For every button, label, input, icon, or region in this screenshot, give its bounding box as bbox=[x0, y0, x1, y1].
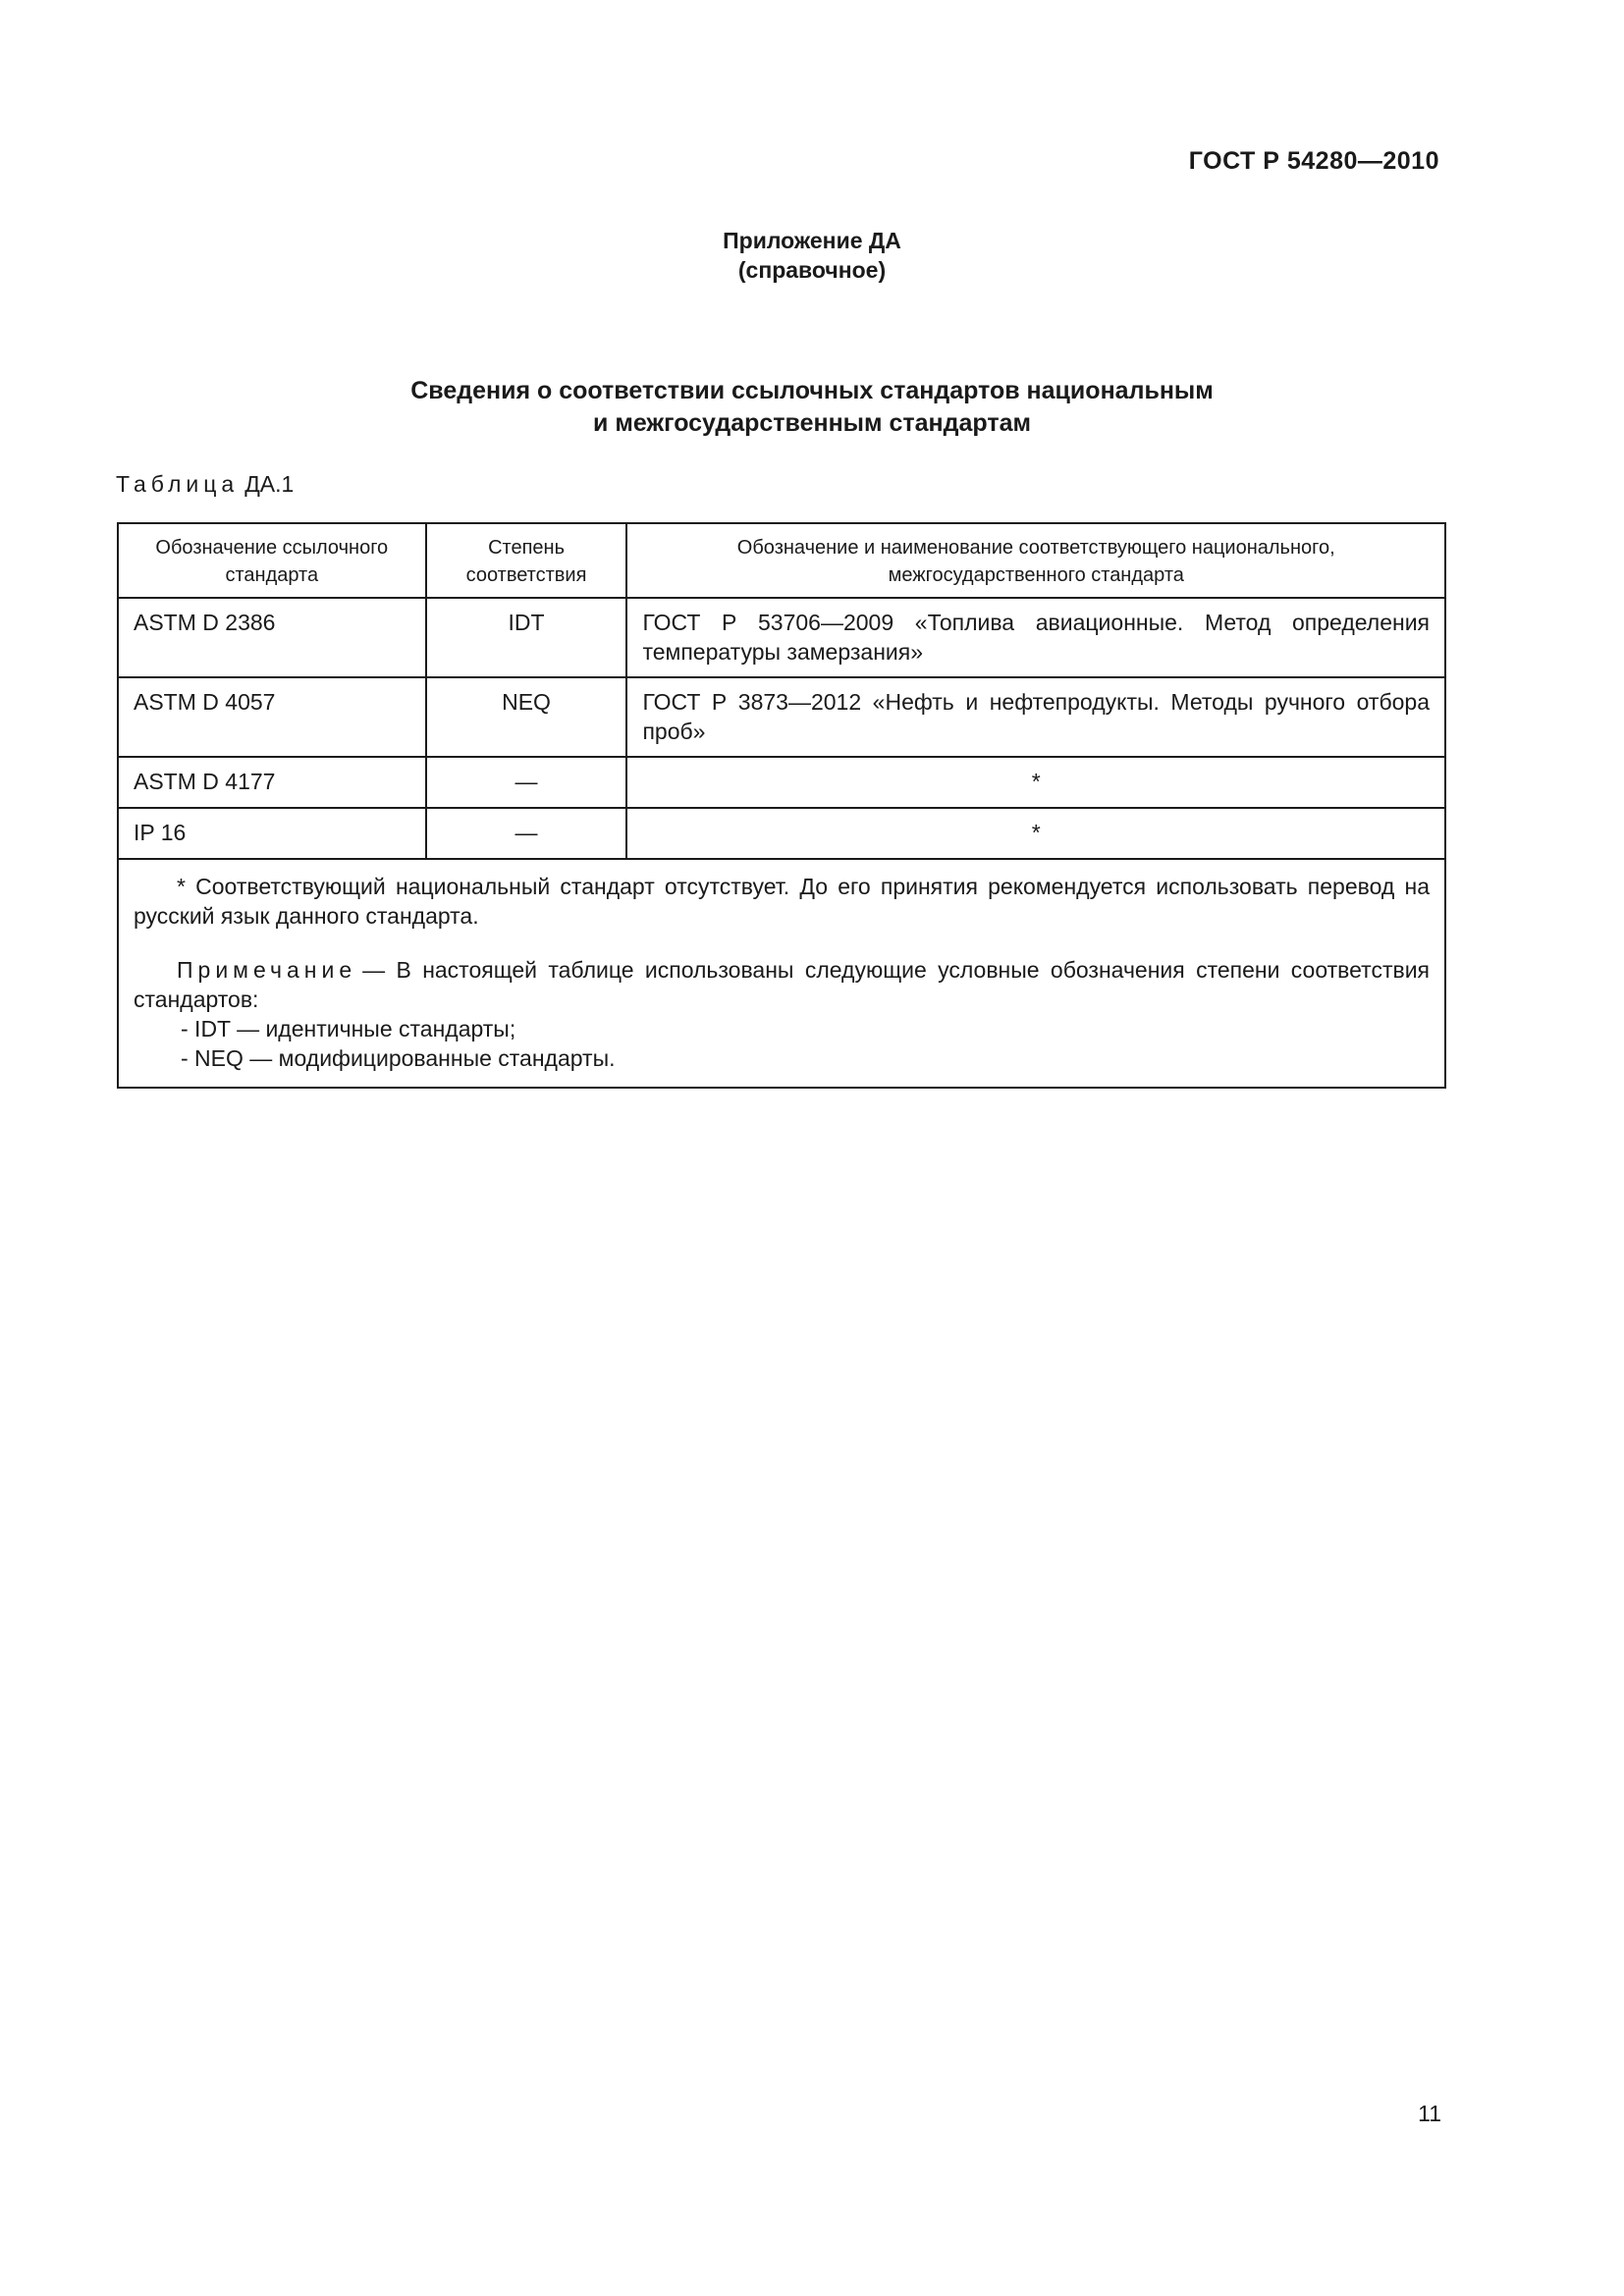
header-national-standard: Обозначение и наименование соответствующего национального, межгосударственного стандарта bbox=[626, 523, 1445, 598]
table-row bbox=[118, 808, 1445, 859]
cell-degree: NEQ bbox=[426, 677, 627, 757]
table-caption-word: Таблица bbox=[116, 471, 240, 497]
note-list-item: - IDT — идентичные стандарты; bbox=[181, 1016, 516, 1041]
table-row bbox=[118, 677, 1445, 757]
table-row bbox=[118, 598, 1445, 677]
section-title-line-1: Сведения о соответствии ссылочных стандартов национальным bbox=[410, 377, 1214, 404]
cell-degree: — bbox=[426, 757, 627, 808]
page-number: 11 bbox=[1418, 2101, 1441, 2126]
section-title bbox=[0, 375, 1624, 440]
table-notes-row bbox=[118, 859, 1445, 1088]
table-caption bbox=[116, 471, 294, 498]
table-row bbox=[118, 757, 1445, 808]
table-note bbox=[134, 955, 1430, 1014]
header-degree-of-conformity: Степень соответствия bbox=[426, 523, 627, 598]
note-label: Примечание bbox=[177, 957, 357, 983]
annex-subtitle: (справочное) bbox=[737, 257, 887, 283]
cell-reference-standard: IP 16 bbox=[118, 808, 426, 859]
cell-reference-standard: ASTM D 2386 bbox=[118, 598, 426, 677]
cell-national-standard: ГОСТ Р 3873—2012 «Нефть и нефтепродукты. Методы ручного отбора проб» bbox=[626, 677, 1445, 757]
document-code: ГОСТ Р 54280—2010 bbox=[1188, 147, 1439, 175]
annex-title: Приложение ДА bbox=[723, 228, 901, 253]
header-reference-standard: Обозначение ссылочного стандарта bbox=[118, 523, 426, 598]
cell-national-standard: * bbox=[626, 808, 1445, 859]
section-title-line-2: и межгосударственным стандартам bbox=[593, 409, 1031, 437]
note-list-item: - NEQ — модифицированные стандарты. bbox=[181, 1045, 616, 1071]
cell-degree: — bbox=[426, 808, 627, 859]
cell-reference-standard: ASTM D 4177 bbox=[118, 757, 426, 808]
table-notes-cell bbox=[118, 859, 1445, 1088]
table-caption-number: ДА.1 bbox=[244, 471, 295, 497]
table-footnote: * Соответствующий национальный стандарт отсутствует. До его принятия рекомендуется использовать перевод на русский язык данного стандарта. bbox=[134, 874, 1430, 929]
cell-national-standard: ГОСТ Р 53706—2009 «Топлива авиационные. Метод определения температуры замерзания» bbox=[626, 598, 1445, 677]
cell-national-standard: * bbox=[626, 757, 1445, 808]
annex-heading bbox=[0, 226, 1624, 285]
table-header-row bbox=[118, 523, 1445, 598]
cell-reference-standard: ASTM D 4057 bbox=[118, 677, 426, 757]
note-text: — В настоящей таблице использованы следующие условные обозначения степени соответствия стандартов: bbox=[134, 957, 1430, 1012]
cell-degree: IDT bbox=[426, 598, 627, 677]
standards-correspondence-table bbox=[117, 522, 1446, 1089]
